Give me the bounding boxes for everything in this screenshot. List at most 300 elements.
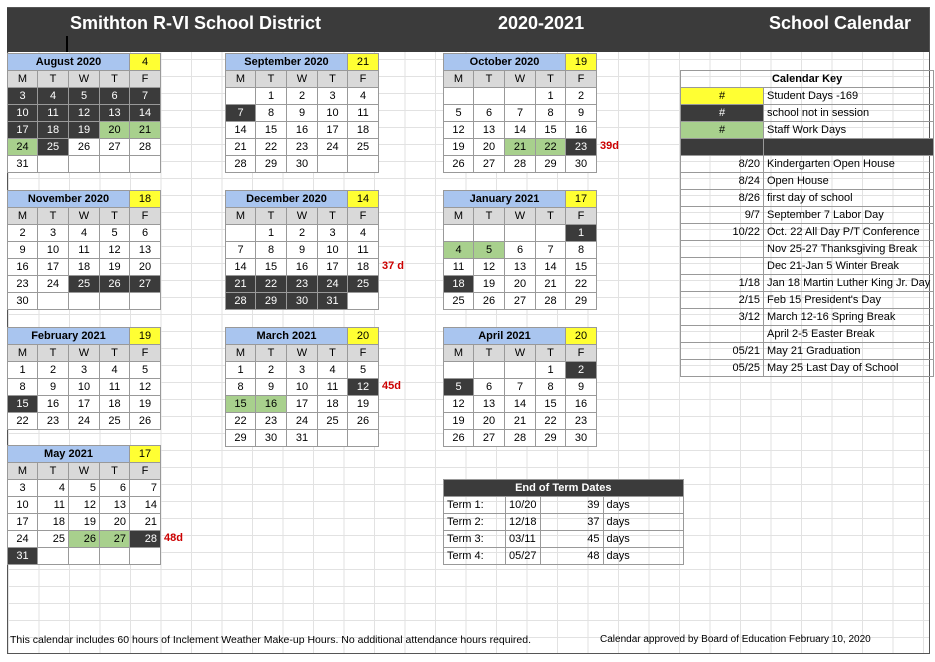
day-cell: 18: [38, 514, 69, 531]
term-days-note: 45d: [382, 380, 401, 392]
day-cell: 13: [474, 122, 505, 139]
weekday-header: F: [130, 345, 161, 362]
day-cell: 18: [348, 259, 379, 276]
weekday-header: F: [348, 208, 379, 225]
day-cell: 12: [130, 379, 161, 396]
day-cell: 22: [226, 413, 256, 430]
event-date: 10/22: [681, 224, 764, 241]
term-days-note: 39d: [600, 140, 619, 152]
term-unit: days: [603, 514, 683, 531]
day-cell: 3: [8, 88, 38, 105]
day-cell: 3: [38, 225, 69, 242]
day-cell: 29: [256, 156, 287, 173]
day-cell: 6: [100, 480, 130, 497]
day-cell: 8: [566, 242, 597, 259]
day-cell: 1: [256, 225, 287, 242]
weekday-header: F: [566, 208, 597, 225]
day-cell: 13: [474, 396, 505, 413]
weekday-header: W: [505, 71, 536, 88]
day-cell: 16: [566, 396, 597, 413]
day-cell: [444, 88, 474, 105]
student-day-count: 17: [566, 191, 597, 208]
day-cell: 23: [287, 276, 318, 293]
student-day-count: 19: [130, 328, 161, 345]
day-cell: 24: [287, 413, 318, 430]
day-cell: 15: [536, 122, 566, 139]
day-cell: 29: [536, 156, 566, 173]
day-cell: 29: [566, 293, 597, 310]
day-cell: 31: [8, 156, 38, 173]
day-cell: 4: [318, 362, 348, 379]
weekday-header: M: [226, 345, 256, 362]
month-name: May 2021: [8, 446, 130, 463]
day-cell: 2: [38, 362, 69, 379]
day-cell: 28: [130, 531, 161, 548]
weekday-header: W: [69, 71, 100, 88]
weekday-header: M: [444, 208, 474, 225]
day-cell: 22: [8, 413, 38, 430]
weekday-header: T: [318, 208, 348, 225]
day-cell: [38, 293, 69, 310]
month-calendar: [7, 190, 161, 310]
day-cell: 2: [287, 88, 318, 105]
weekday-header: T: [256, 71, 287, 88]
month-name: March 2021: [226, 328, 348, 345]
day-cell: 25: [348, 139, 379, 156]
day-cell: 5: [69, 88, 100, 105]
term-label: Term 1:: [444, 497, 506, 514]
weekday-header: F: [130, 71, 161, 88]
event-date: 8/24: [681, 173, 764, 190]
weekday-header: M: [8, 208, 38, 225]
weekday-header: M: [444, 345, 474, 362]
day-cell: 12: [69, 497, 100, 514]
student-day-count: 18: [130, 191, 161, 208]
day-cell: 18: [38, 122, 69, 139]
term-date: 12/18: [506, 514, 541, 531]
day-cell: 7: [226, 105, 256, 122]
day-cell: 4: [444, 242, 474, 259]
day-cell: 20: [505, 276, 536, 293]
day-cell: 23: [287, 139, 318, 156]
day-cell: [536, 225, 566, 242]
day-cell: 20: [130, 259, 161, 276]
term-days: 48: [540, 548, 603, 565]
day-cell: 19: [444, 139, 474, 156]
term-unit: days: [603, 531, 683, 548]
day-cell: 6: [474, 379, 505, 396]
day-cell: 30: [566, 156, 597, 173]
weekday-header: T: [38, 71, 69, 88]
day-cell: 25: [69, 276, 100, 293]
day-cell: 20: [474, 139, 505, 156]
event-date: 9/7: [681, 207, 764, 224]
day-cell: 6: [474, 105, 505, 122]
day-cell: [130, 548, 161, 565]
calendar-title: School Calendar: [769, 13, 912, 33]
event-label: Dec 21-Jan 5 Winter Break: [764, 258, 934, 275]
day-cell: 13: [100, 105, 130, 122]
day-cell: [444, 225, 474, 242]
day-cell: 10: [287, 379, 318, 396]
day-cell: 15: [8, 396, 38, 413]
day-cell: 19: [69, 122, 100, 139]
weekday-header: M: [444, 71, 474, 88]
day-cell: [318, 430, 348, 447]
day-cell: 19: [348, 396, 379, 413]
day-cell: 22: [256, 276, 287, 293]
day-cell: 16: [566, 122, 597, 139]
event-label: first day of school: [764, 190, 934, 207]
month-name: February 2021: [8, 328, 130, 345]
day-cell: 30: [566, 430, 597, 447]
day-cell: 1: [566, 225, 597, 242]
day-cell: 3: [8, 480, 38, 497]
legend-swatch: #: [681, 88, 764, 105]
weekday-header: W: [287, 71, 318, 88]
day-cell: 21: [505, 413, 536, 430]
day-cell: 14: [130, 105, 161, 122]
day-cell: 30: [256, 430, 287, 447]
student-day-count: 4: [130, 54, 161, 71]
day-cell: [100, 293, 130, 310]
day-cell: 15: [566, 259, 597, 276]
day-cell: 25: [38, 139, 69, 156]
day-cell: 21: [130, 122, 161, 139]
day-cell: 30: [287, 293, 318, 310]
day-cell: 20: [100, 122, 130, 139]
day-cell: 17: [287, 396, 318, 413]
day-cell: 21: [226, 276, 256, 293]
day-cell: 31: [8, 548, 38, 565]
student-day-count: 17: [130, 446, 161, 463]
day-cell: 10: [8, 105, 38, 122]
day-cell: 26: [69, 531, 100, 548]
day-cell: 26: [69, 139, 100, 156]
day-cell: 8: [8, 379, 38, 396]
day-cell: 6: [100, 88, 130, 105]
month-calendar: [443, 190, 597, 310]
day-cell: 5: [130, 362, 161, 379]
day-cell: 24: [8, 139, 38, 156]
day-cell: 23: [38, 413, 69, 430]
day-cell: 17: [318, 122, 348, 139]
day-cell: 16: [8, 259, 38, 276]
day-cell: 28: [505, 156, 536, 173]
day-cell: 4: [38, 88, 69, 105]
event-label: March 12-16 Spring Break: [764, 309, 934, 326]
day-cell: 15: [256, 122, 287, 139]
day-cell: 18: [100, 396, 130, 413]
day-cell: [505, 362, 536, 379]
day-cell: 30: [287, 156, 318, 173]
day-cell: 14: [536, 259, 566, 276]
day-cell: 9: [287, 242, 318, 259]
day-cell: 19: [474, 276, 505, 293]
event-label: May 25 Last Day of School: [764, 360, 934, 377]
day-cell: 11: [348, 105, 379, 122]
weekday-header: W: [287, 208, 318, 225]
day-cell: 22: [256, 139, 287, 156]
day-cell: 8: [226, 379, 256, 396]
day-cell: 19: [130, 396, 161, 413]
event-label: Kindergarten Open House: [764, 156, 934, 173]
weekday-header: T: [100, 463, 130, 480]
day-cell: 12: [474, 259, 505, 276]
day-cell: 3: [318, 88, 348, 105]
legend-label: Staff Work Days: [764, 122, 934, 139]
day-cell: [474, 225, 505, 242]
weekday-header: W: [505, 208, 536, 225]
event-label: September 7 Labor Day: [764, 207, 934, 224]
day-cell: 22: [566, 276, 597, 293]
day-cell: 5: [444, 105, 474, 122]
weekday-header: F: [566, 71, 597, 88]
weekday-header: F: [348, 71, 379, 88]
weekday-header: W: [69, 208, 100, 225]
day-cell: 11: [100, 379, 130, 396]
day-cell: [69, 156, 100, 173]
day-cell: 4: [100, 362, 130, 379]
term-days-note: 37 d: [382, 260, 405, 272]
day-cell: 23: [566, 413, 597, 430]
day-cell: 2: [256, 362, 287, 379]
weekday-header: F: [566, 345, 597, 362]
legend-label: school not in session: [764, 105, 934, 122]
day-cell: 16: [256, 396, 287, 413]
day-cell: 3: [69, 362, 100, 379]
day-cell: 19: [69, 514, 100, 531]
weekday-header: T: [38, 345, 69, 362]
student-day-count: 20: [566, 328, 597, 345]
weekday-header: T: [38, 208, 69, 225]
month-name: August 2020: [8, 54, 130, 71]
day-cell: 28: [505, 430, 536, 447]
weekday-header: M: [8, 345, 38, 362]
day-cell: 17: [318, 259, 348, 276]
day-cell: 26: [130, 413, 161, 430]
event-date: 05/25: [681, 360, 764, 377]
day-cell: [348, 156, 379, 173]
day-cell: 28: [226, 293, 256, 310]
day-cell: 12: [100, 242, 130, 259]
student-day-count: 21: [348, 54, 379, 71]
day-cell: 16: [287, 122, 318, 139]
day-cell: 7: [505, 379, 536, 396]
day-cell: 19: [444, 413, 474, 430]
day-cell: 17: [38, 259, 69, 276]
day-cell: 5: [474, 242, 505, 259]
day-cell: 27: [505, 293, 536, 310]
day-cell: 5: [348, 362, 379, 379]
day-cell: 7: [505, 105, 536, 122]
day-cell: [38, 548, 69, 565]
day-cell: 25: [348, 276, 379, 293]
day-cell: 9: [256, 379, 287, 396]
day-cell: 10: [8, 497, 38, 514]
term-date: 03/11: [506, 531, 541, 548]
title-bar: [7, 8, 929, 52]
day-cell: 26: [348, 413, 379, 430]
day-cell: 10: [38, 242, 69, 259]
day-cell: 27: [100, 531, 130, 548]
day-cell: 13: [505, 259, 536, 276]
day-cell: 7: [130, 480, 161, 497]
month-calendar: [443, 327, 597, 447]
day-cell: 11: [348, 242, 379, 259]
weekday-header: T: [100, 208, 130, 225]
event-date: [681, 326, 764, 343]
day-cell: 18: [69, 259, 100, 276]
term-label: Term 3:: [444, 531, 506, 548]
key-separator: [681, 139, 764, 156]
day-cell: 9: [287, 105, 318, 122]
day-cell: 12: [444, 122, 474, 139]
day-cell: 24: [318, 139, 348, 156]
event-date: [681, 258, 764, 275]
weekday-header: M: [226, 71, 256, 88]
day-cell: 3: [318, 225, 348, 242]
weekday-header: T: [38, 463, 69, 480]
day-cell: 28: [536, 293, 566, 310]
day-cell: 25: [100, 413, 130, 430]
month-name: October 2020: [444, 54, 566, 71]
day-cell: 23: [566, 139, 597, 156]
day-cell: 2: [287, 225, 318, 242]
day-cell: 8: [256, 105, 287, 122]
month-name: April 2021: [444, 328, 566, 345]
day-cell: 28: [226, 156, 256, 173]
day-cell: 13: [130, 242, 161, 259]
day-cell: 18: [348, 122, 379, 139]
day-cell: 21: [130, 514, 161, 531]
day-cell: 17: [8, 122, 38, 139]
day-cell: 22: [536, 139, 566, 156]
footer-approval: Calendar approved by Board of Education February 10, 2020: [600, 634, 871, 645]
term-days: 39: [540, 497, 603, 514]
weekday-header: F: [130, 463, 161, 480]
legend-swatch: #: [681, 105, 764, 122]
month-calendar: [225, 327, 379, 447]
day-cell: 1: [256, 88, 287, 105]
weekday-header: M: [8, 463, 38, 480]
day-cell: 18: [444, 276, 474, 293]
weekday-header: T: [318, 345, 348, 362]
day-cell: 5: [444, 379, 474, 396]
month-name: December 2020: [226, 191, 348, 208]
day-cell: 28: [130, 139, 161, 156]
day-cell: 11: [69, 242, 100, 259]
month-calendar: [7, 53, 161, 173]
day-cell: [130, 156, 161, 173]
term-days: 45: [540, 531, 603, 548]
day-cell: [348, 293, 379, 310]
day-cell: 17: [69, 396, 100, 413]
legend-label: Student Days -169: [764, 88, 934, 105]
day-cell: 24: [38, 276, 69, 293]
day-cell: 1: [536, 362, 566, 379]
day-cell: 31: [287, 430, 318, 447]
day-cell: [474, 362, 505, 379]
term-date: 10/20: [506, 497, 541, 514]
day-cell: 14: [226, 122, 256, 139]
event-date: 1/18: [681, 275, 764, 292]
weekday-header: W: [287, 345, 318, 362]
day-cell: 15: [226, 396, 256, 413]
day-cell: [505, 88, 536, 105]
weekday-header: T: [536, 208, 566, 225]
weekday-header: T: [536, 71, 566, 88]
day-cell: 3: [287, 362, 318, 379]
day-cell: 26: [100, 276, 130, 293]
event-date: 8/20: [681, 156, 764, 173]
event-label: May 21 Graduation: [764, 343, 934, 360]
term-date: 05/27: [506, 548, 541, 565]
day-cell: 31: [318, 293, 348, 310]
day-cell: [226, 225, 256, 242]
day-cell: 7: [536, 242, 566, 259]
month-calendar: [7, 445, 161, 565]
weekday-header: T: [474, 345, 505, 362]
day-cell: 19: [100, 259, 130, 276]
day-cell: 5: [69, 480, 100, 497]
cell-cursor: [66, 36, 68, 52]
term-unit: days: [603, 497, 683, 514]
day-cell: 22: [536, 413, 566, 430]
day-cell: 12: [69, 105, 100, 122]
day-cell: 6: [505, 242, 536, 259]
day-cell: 14: [226, 259, 256, 276]
day-cell: 9: [566, 379, 597, 396]
day-cell: [505, 225, 536, 242]
day-cell: 17: [8, 514, 38, 531]
day-cell: 27: [130, 276, 161, 293]
day-cell: 30: [8, 293, 38, 310]
day-cell: 11: [38, 105, 69, 122]
weekday-header: T: [474, 71, 505, 88]
day-cell: 29: [256, 293, 287, 310]
term-label: Term 4:: [444, 548, 506, 565]
event-label: Open House: [764, 173, 934, 190]
day-cell: 21: [505, 139, 536, 156]
day-cell: 27: [474, 156, 505, 173]
day-cell: 23: [256, 413, 287, 430]
event-date: 2/15: [681, 292, 764, 309]
weekday-header: T: [318, 71, 348, 88]
day-cell: 1: [226, 362, 256, 379]
day-cell: 2: [566, 362, 597, 379]
day-cell: 14: [130, 497, 161, 514]
day-cell: 21: [536, 276, 566, 293]
day-cell: 26: [444, 156, 474, 173]
day-cell: 2: [8, 225, 38, 242]
day-cell: 14: [505, 122, 536, 139]
weekday-header: W: [69, 345, 100, 362]
day-cell: [474, 88, 505, 105]
event-label: Nov 25-27 Thanksgiving Break: [764, 241, 934, 258]
day-cell: 21: [226, 139, 256, 156]
weekday-header: F: [130, 208, 161, 225]
day-cell: 24: [8, 531, 38, 548]
school-year: 2020-2021: [498, 13, 585, 33]
month-name: September 2020: [226, 54, 348, 71]
day-cell: 27: [100, 139, 130, 156]
day-cell: 29: [226, 430, 256, 447]
day-cell: 24: [69, 413, 100, 430]
event-label: Feb 15 President's Day: [764, 292, 934, 309]
day-cell: 9: [38, 379, 69, 396]
day-cell: 10: [318, 105, 348, 122]
